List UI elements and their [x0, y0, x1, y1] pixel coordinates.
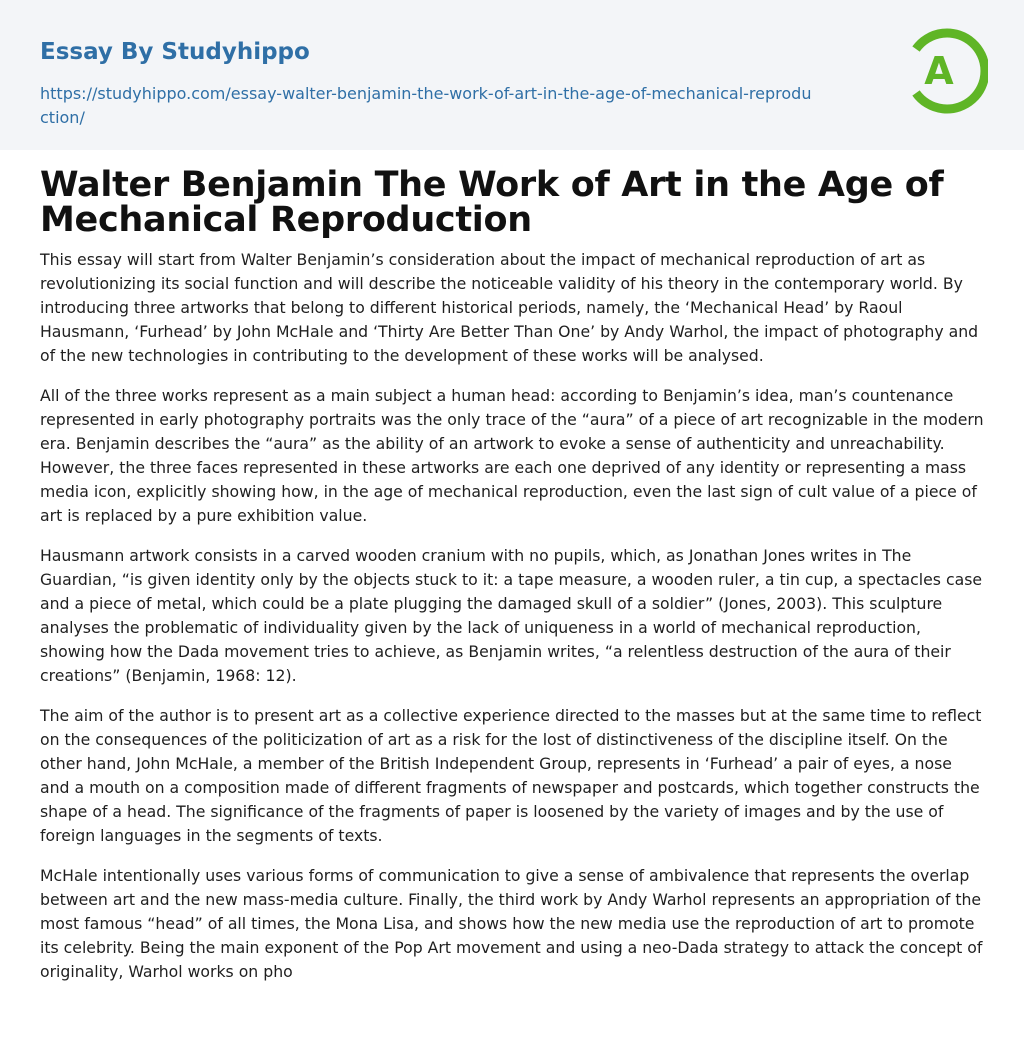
article-title: Walter Benjamin The Work of Art in the Age of Mechanical Reproduction: [40, 165, 944, 240]
studyhippo-logo-icon[interactable]: [902, 28, 988, 114]
article-paragraph: McHale intentionally uses various forms of communication to give a sense of ambivalence that represents the overlap between art and the new mass-media culture. Finally, the third work by Andy Warhol represents an appropriation of the most famous “head” of all times, the Mona Lisa, and shows how the new media use the reproduction of art to promote its celebrity. Being the main exponent of the Pop Art movement and using a neo-Dada strategy to attack the concept of originality, Warhol works on pho: [40, 866, 983, 981]
article-paragraph: All of the three works represent as a main subject a human head: according to Benjamin’s idea, man’s countenance represented in early photography portraits was the only trace of the “aura” of a piece of art recognizable in the modern era. Benjamin describes the “aura” as the ability of an artwork to evoke a sense of authenticity and unreachability. However, the three faces represented in these artworks are each one deprived of any identity or representing a mass media icon, explicitly showing how, in the age of mechanical reproduction, even the last sign of cult value of a piece of art is replaced by a pure exhibition value.: [40, 386, 984, 525]
logo-ring-icon: [902, 28, 988, 114]
site-header: [0, 0, 1024, 150]
site-brand[interactable]: Essay By Studyhippo: [40, 39, 310, 65]
essay-url-link[interactable]: https://studyhippo.com/essay-walter-benjamin-the-work-of-art-in-the-age-of-mechanical-reproduction/: [40, 84, 812, 127]
logo-letter: A: [924, 49, 954, 93]
article-paragraph: The aim of the author is to present art as a collective experience directed to the masses but at the same time to reflect on the consequences of the politicization of art as a risk for the lost of distinctiveness of the discipline itself. On the other hand, John McHale, a member of the British Independent Group, represents in ‘Furhead’ a pair of eyes, a nose and a mouth on a composition made of different fragments of newspaper and postcards, which together constructs the shape of a head. The significance of the fragments of paper is loosened by the variety of images and by the use of foreign languages in the segments of texts.: [40, 706, 982, 845]
article-content: [40, 165, 984, 1000]
article-paragraph: This essay will start from Walter Benjamin’s consideration about the impact of mechanical reproduction of art as revolutionizing its social function and will describe the noticeable validity of his theory in the contemporary world. By introducing three artworks that belong to different historical periods, namely, the ‘Mechanical Head’ by Raoul Hausmann, ‘Furhead’ by John McHale and ‘Thirty Are Better Than One’ by Andy Warhol, the impact of photography and of the new technologies in contributing to the development of these works will be analysed.: [40, 250, 979, 365]
article-paragraph: Hausmann artwork consists in a carved wooden cranium with no pupils, which, as Jonathan Jones writes in The Guardian, “is given identity only by the objects stuck to it: a tape measure, a wooden ruler, a tin cup, a spectacles case and a piece of metal, which could be a plate plugging the damaged skull of a soldier” (Jones, 2003). This sculpture analyses the problematic of individuality given by the lack of uniqueness in a world of mechanical reproduction, showing how the Dada movement tries to achieve, as Benjamin writes, “a relentless destruction of the aura of their creations” (Benjamin, 1968: 12).: [40, 546, 983, 685]
